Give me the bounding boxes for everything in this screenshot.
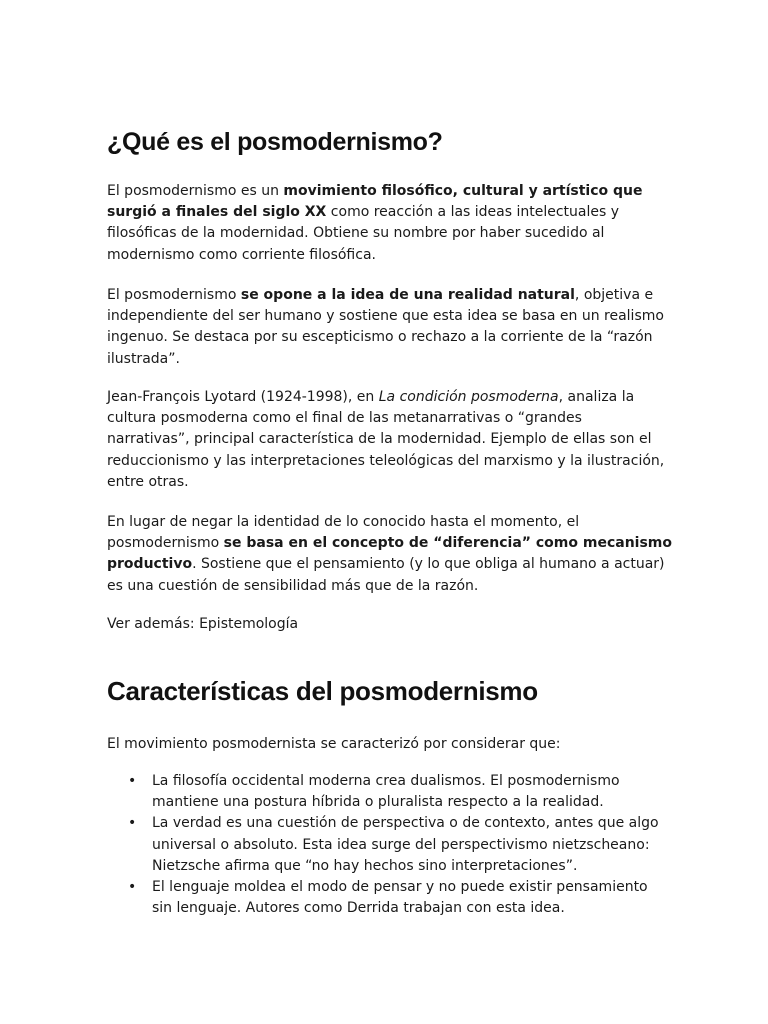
text-run: Jean-François Lyotard (1924-1998), en: [107, 389, 379, 405]
text-line: [107, 533, 672, 554]
list-item: [107, 771, 667, 813]
text-line: universal o absoluto. Esta idea surge del perspectivismo nietzscheano:: [152, 836, 650, 853]
bold-text: movimiento filosófico, cultural y artístico que: [283, 183, 643, 199]
bullet-icon: •: [128, 879, 137, 896]
paragraph-opposition: [107, 285, 667, 370]
list-item: [107, 877, 667, 919]
text-line: cultura posmoderna como el final de las metanarrativas o “grandes: [107, 410, 582, 427]
bold-text: se basa en el concepto de “diferencia” como mecanismo: [223, 535, 672, 552]
bold-text: se opone a la idea de una realidad natural: [240, 287, 575, 303]
bold-text: productivo: [107, 556, 193, 573]
text-line: entre otras.: [107, 473, 189, 490]
section-title-what-is: ¿Qué es el posmodernismo?: [107, 128, 443, 156]
italic-text: La condición posmoderna: [378, 389, 559, 405]
text-line: [107, 181, 667, 202]
text-line: [107, 554, 667, 575]
text-line: es una cuestión de sensibilidad más que de la razón.: [107, 577, 479, 594]
paragraph-lyotard: [107, 387, 667, 493]
text-run: , objetiva e: [574, 287, 654, 303]
text-line: ilustrada”.: [107, 350, 180, 367]
text-line: reduccionismo y las interpretaciones teleológicas del marxismo y la ilustración,: [107, 452, 665, 469]
text-line: La filosofía occidental moderna crea dualismos. El posmodernismo: [152, 773, 620, 789]
paragraph-difference: [107, 512, 672, 597]
text-line: Nietzsche afirma que “no hay hechos sino interpretaciones”.: [152, 857, 578, 874]
text-line: [107, 285, 667, 306]
text-run: posmodernismo: [107, 535, 224, 552]
see-also-link[interactable]: Ver además: Epistemología: [107, 616, 299, 632]
text-line: [107, 202, 667, 223]
text-line: independiente del ser humano y sostiene que esta idea se basa en un realismo: [107, 308, 664, 325]
list-item: [107, 813, 667, 877]
bold-text: surgió a finales del siglo XX: [107, 204, 327, 221]
text-run: . Sostiene que el pensamiento (y lo que obliga al humano a actuar): [192, 556, 665, 573]
text-line: modernismo como corriente filosófica.: [107, 246, 376, 263]
text-run: El posmodernismo: [107, 287, 241, 303]
text-line: narrativas”, principal característica de la modernidad. Ejemplo de ellas son el: [107, 431, 652, 448]
text-line: mantiene una postura híbrida o pluralista respecto a la realidad.: [152, 794, 604, 811]
text-line: filosóficas de la modernidad. Obtiene su nombre por haber sucedido al: [107, 225, 605, 242]
text-line: En lugar de negar la identidad de lo conocido hasta el momento, el: [107, 514, 580, 530]
bullet-icon: •: [128, 773, 137, 789]
text-line: ingenuo. Se destaca por su escepticismo o rechazo a la corriente de la “razón: [107, 329, 653, 346]
text-run: como reacción a las ideas intelectuales y: [326, 204, 620, 221]
text-run: El posmodernismo es un: [107, 183, 284, 199]
bullet-icon: •: [128, 815, 137, 832]
text-line: El lenguaje moldea el modo de pensar y no puede existir pensamiento: [152, 879, 648, 896]
text-line: La verdad es una cuestión de perspectiva o de contexto, antes que algo: [152, 815, 659, 832]
section-title-characteristics: Características del posmodernismo: [107, 676, 538, 706]
text-line: sin lenguaje. Autores como Derrida trabajan con esta idea.: [152, 900, 565, 917]
characteristics-list: [107, 771, 667, 919]
text-run: , analiza la: [558, 389, 635, 405]
paragraph-definition: [107, 181, 667, 266]
characteristics-intro: El movimiento posmodernista se caracterizó por considerar que:: [107, 736, 561, 752]
text-line: [107, 387, 667, 408]
